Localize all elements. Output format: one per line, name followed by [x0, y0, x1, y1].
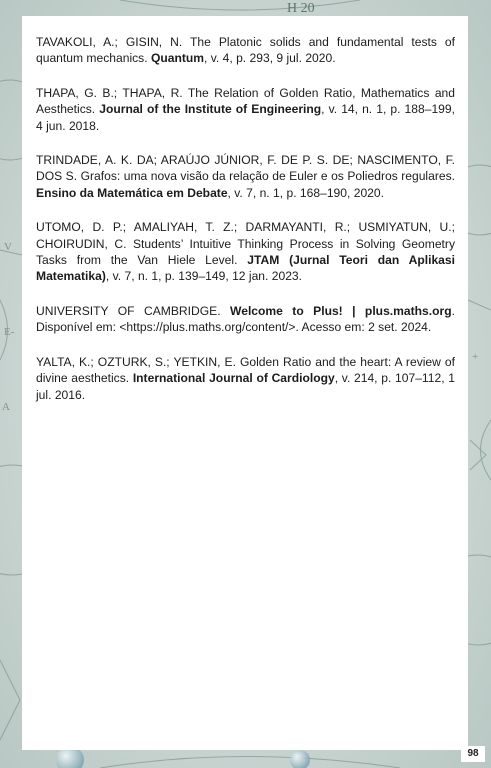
reference-authors: UTOMO, D. P.; AMALIYAH, T. Z.; DARMAYANTI, R.; USMIYATUN, U.; CHOIRUDIN, C. [36, 220, 455, 251]
reference-details: , v. 14, n. 1, p. 188–199, 4 jun. 2018. [36, 102, 455, 133]
reference-source: JTAM (Jurnal Teori dan Aplikasi Matematika) [36, 253, 455, 284]
reference-source: Welcome to Plus! | plus.maths.org [230, 303, 452, 318]
reference-source: Quantum [150, 51, 205, 66]
page-number: 98 [461, 746, 485, 762]
reference-source: International Journal of Cardiology [132, 371, 335, 386]
reference-entry [36, 354, 455, 403]
reference-details: , v. 214, p. 107–112, 1 jul. 2016. [36, 371, 455, 402]
reference-title: Grafos: uma nova visão da relação de Euler e os Poliedros regulares. [80, 169, 455, 184]
svg-text:H 20: H 20 [287, 1, 315, 16]
references-page [22, 16, 468, 750]
reference-authors: UNIVERSITY OF CAMBRIDGE. [36, 303, 231, 318]
reference-entry [36, 303, 455, 336]
reference-details: , v. 7, n. 1, p. 139–149, 12 jan. 2023. [105, 269, 303, 284]
svg-text:+: + [472, 351, 479, 363]
header-glyph [287, 1, 315, 16]
reference-entry [36, 152, 455, 201]
reference-authors: TAVAKOLI, A.; GISIN, N. [36, 35, 190, 49]
reference-authors: YALTA, K.; OZTURK, S.; YETKIN, E. [36, 354, 240, 369]
reference-authors: THAPA, G. B.; THAPA, R. [36, 85, 188, 100]
reference-title: Golden Ratio and the heart: A review of divine aesthetics. [36, 354, 455, 386]
svg-text:V: V [4, 241, 12, 253]
reference-entry [36, 85, 455, 134]
reference-entry [36, 219, 455, 285]
reference-title: Students’ Intuitive Thinking Process in Solving Geometry Tasks from the Van Hiele Level. [36, 236, 455, 268]
reference-authors: TRINDADE, A. K. DA; ARAÚJO JÚNIOR, F. DE P. S. DE; NASCIMENTO, F. DOS S. [36, 153, 455, 184]
reference-details: , v. 4, p. 293, 9 jul. 2020. [204, 51, 336, 66]
reference-entry [36, 34, 455, 67]
svg-text:E-: E- [4, 326, 15, 338]
reference-source: Journal of the Institute of Engineering [99, 102, 322, 117]
reference-details: , v. 7, n. 1, p. 168–190, 2020. [227, 185, 384, 200]
reference-title: The Platonic solids and fundamental tests of quantum mechanics. [36, 35, 455, 66]
svg-text:A: A [2, 401, 10, 413]
reference-details: . Disponível em: <https://plus.maths.org/content/>. Acesso em: 2 set. 2024. [36, 303, 455, 335]
reference-source: Ensino da Matemática em Debate [36, 185, 228, 200]
reference-title: The Relation of Golden Ratio, Mathematics and Aesthetics. [36, 85, 456, 117]
